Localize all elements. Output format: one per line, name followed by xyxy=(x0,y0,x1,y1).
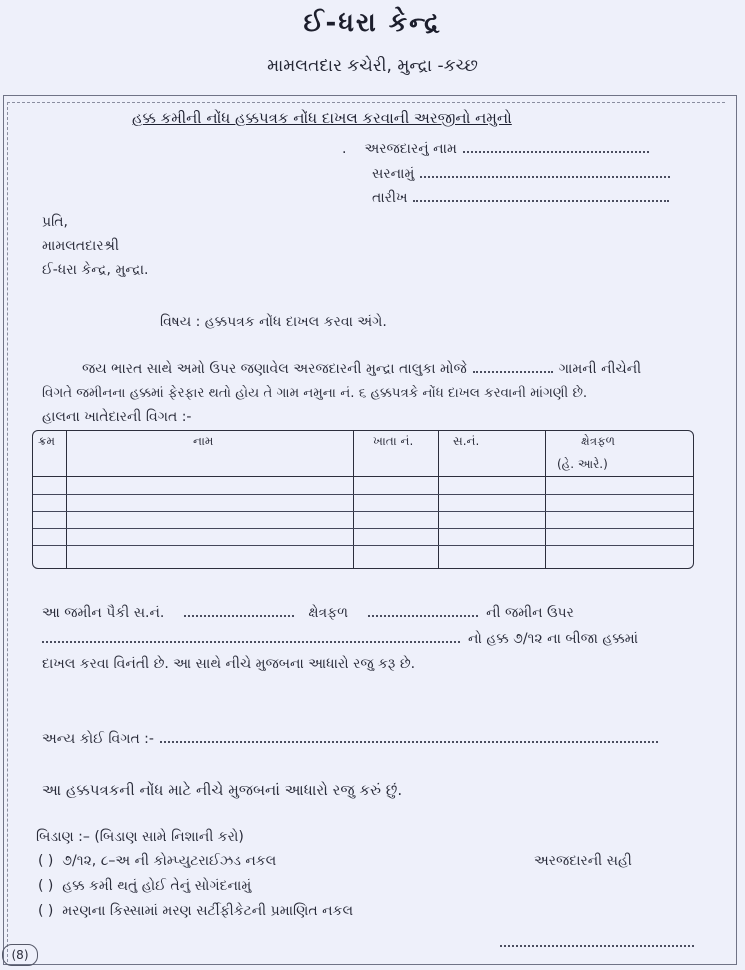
table-row-line xyxy=(33,528,693,529)
applicant-name-blank[interactable] xyxy=(463,150,649,153)
attachment-checkbox[interactable]: ( ) xyxy=(38,878,54,894)
header-title: ઈ-ધરા કેન્દ્ર xyxy=(303,8,442,38)
date-blank[interactable] xyxy=(413,199,669,202)
col-header-serial: ક્રમ xyxy=(38,434,55,448)
col-divider xyxy=(66,431,67,568)
other-details-label: અન્ય કોઈ વિગત :- xyxy=(42,731,154,747)
col-header-survey-no: સ.નં. xyxy=(453,434,480,448)
holders-heading: હાલના ખાતેદારની વિગત :- xyxy=(42,409,192,425)
para2-land-label: ની જમીન ઉપર xyxy=(486,605,574,621)
para1-line1-start: જય ભારત સાથે અમો ઉપર જણાવેલ અરજદારની મુન્દ્રા તાલુકા મોજે xyxy=(82,361,467,377)
attachment-checkbox[interactable]: ( ) xyxy=(38,903,54,919)
para2-survey-label: આ જમીન પૈકી સ.નં. xyxy=(42,605,165,621)
attachments-heading: બિડાણ :– (બિડાણ સામે નિશાની કરો) xyxy=(36,829,244,845)
survey-no-blank[interactable] xyxy=(184,614,294,617)
documents-heading: આ હક્કપત્રકની નોંધ માટે નીચે મુજબનાં આધારો રજુ કરું છું. xyxy=(42,781,403,799)
to-line-1: પ્રતિ, xyxy=(42,214,68,230)
para1-line2: વિગતે જમીનના હક્કમાં ફેરફાર થતો હોય તે ગામ નમુના નં. ૬ હક્કપત્રકે નોંધ દાખલ કરવાની માંગણી છે. xyxy=(42,386,588,401)
applicant-name-label: અરજદારનું નામ xyxy=(364,141,457,157)
para2-area-label: ક્ષેત્રફળ xyxy=(308,605,349,621)
page-number: (8) xyxy=(2,944,38,966)
area-blank[interactable] xyxy=(368,614,478,617)
address-label: સરનામું xyxy=(372,166,415,182)
attachment-text: હક્ક કમી થતું હોઈ તેનું સોગંદનામું xyxy=(62,878,252,894)
signature-label: અરજદારની સહી xyxy=(534,853,632,869)
para2-line2-text: નો હક્ક ૭/૧૨ ના બીજા હક્કમાં xyxy=(468,631,639,647)
col-header-account-no: ખાતા નં. xyxy=(373,434,414,448)
col-divider xyxy=(545,431,546,568)
holders-table xyxy=(32,430,694,569)
to-line-3: ઈ-ધરા કેન્દ્ર, મુન્દ્રા. xyxy=(42,262,149,278)
table-row-line xyxy=(33,511,693,512)
address-blank[interactable] xyxy=(420,175,670,178)
right-holder-blank[interactable] xyxy=(42,640,460,643)
to-line-2: મામલતદારશ્રી xyxy=(42,238,119,254)
para2-line3: દાખલ કરવા વિનંતી છે. આ સાથે નીચે મુજબના આધારો રજુ કરૂ છે. xyxy=(42,656,416,672)
date-label: તારીખ xyxy=(372,190,408,206)
table-row-line xyxy=(33,494,693,495)
table-row-line xyxy=(33,545,693,546)
para1-line1 xyxy=(82,361,641,377)
para1-line1-end: ગામની નીચેની xyxy=(558,361,642,377)
header-subtitle: મામલતદાર કચેરી, મુન્દ્રા -કચ્છ xyxy=(267,56,478,76)
para2-line1 xyxy=(42,605,574,621)
address-field xyxy=(372,166,670,182)
col-header-area: ક્ષેત્રફળ xyxy=(581,434,616,448)
other-details-blank[interactable] xyxy=(160,740,658,743)
col-divider xyxy=(353,431,354,568)
col-divider xyxy=(438,431,439,568)
col-header-name: નામ xyxy=(193,434,214,448)
subject-line: વિષય : હક્કપત્રક નોંધ દાખલ કરવા અંગે. xyxy=(160,314,387,330)
para2-line2 xyxy=(42,631,638,647)
applicant-name-field: . અરજદારનું નામ xyxy=(342,141,649,157)
attachment-item xyxy=(38,878,251,894)
attachment-text: ૭/૧૨, ૮–અ ની કોમ્પ્યુટરાઈઝડ નકલ xyxy=(62,853,277,869)
village-blank[interactable] xyxy=(473,370,553,373)
attachment-checkbox[interactable]: ( ) xyxy=(38,853,54,869)
attachment-text: મરણના કિસ્સામાં મરણ સર્ટીફીકેટની પ્રમાણિત નકલ xyxy=(62,903,354,919)
signature-blank[interactable] xyxy=(500,944,694,947)
date-field xyxy=(372,190,669,206)
attachment-item xyxy=(38,853,276,869)
signature-line xyxy=(500,935,694,951)
col-header-area-unit: (હે. આરે.) xyxy=(557,457,608,471)
form-heading: હક્ક કમીની નોંધ હક્કપત્રક નોંધ દાખલ કરવાની અરજીનો નમુનો xyxy=(132,109,512,127)
other-details-field xyxy=(42,731,658,747)
attachment-item xyxy=(38,903,353,919)
